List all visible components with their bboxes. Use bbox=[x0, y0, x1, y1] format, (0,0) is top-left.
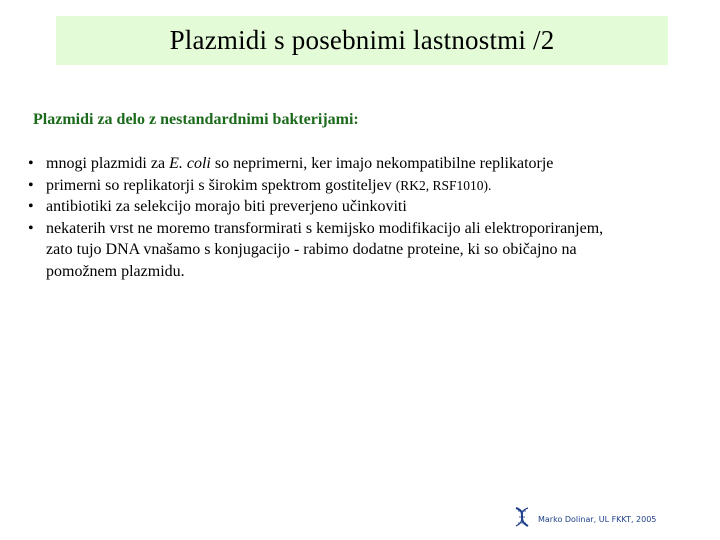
subheading: Plazmidi za delo z nestandardnimi bakterijami: bbox=[33, 111, 359, 128]
bullet-text: antibiotiki za selekcijo morajo biti preverjeno učinkoviti bbox=[46, 198, 407, 215]
bullet-list bbox=[28, 153, 688, 282]
footer-credit: Marko Dolinar, UL FKKT, 2005 bbox=[538, 515, 657, 524]
list-item bbox=[28, 218, 688, 283]
bullet-text: primerni so replikatorji s širokim spektrom gostiteljev bbox=[46, 176, 396, 194]
list-item bbox=[28, 196, 688, 218]
bullet-text: so neprimerni, ker imajo nekompatibilne replikatorje bbox=[210, 155, 554, 172]
bullet-text-italic: E. coli bbox=[169, 155, 211, 172]
list-item bbox=[28, 175, 688, 197]
footer bbox=[512, 506, 656, 533]
slide-title: Plazmidi s posebnimi lastnostmi /2 bbox=[169, 25, 555, 55]
dna-helix-icon bbox=[512, 506, 532, 533]
title-banner bbox=[56, 16, 668, 65]
bullet-dot: • bbox=[28, 176, 34, 194]
bullet-text: mnogi plazmidi za bbox=[46, 155, 170, 172]
bullet-text: pomožnem plazmidu. bbox=[46, 262, 185, 280]
bullet-text: zato tujo DNA vnašamo s konjugacijo - rabimo dodatne proteine, ki so običajno na bbox=[46, 241, 577, 258]
bullet-dot: • bbox=[28, 198, 34, 215]
list-item bbox=[28, 153, 688, 175]
bullet-text-small: (RK2, RSF1010). bbox=[395, 177, 492, 193]
bullet-dot: • bbox=[28, 219, 34, 237]
bullet-text: nekaterih vrst ne moremo transformirati s kemijsko modifikacijo ali elektroporiranjem, bbox=[46, 219, 604, 237]
bullet-dot: • bbox=[28, 155, 34, 172]
